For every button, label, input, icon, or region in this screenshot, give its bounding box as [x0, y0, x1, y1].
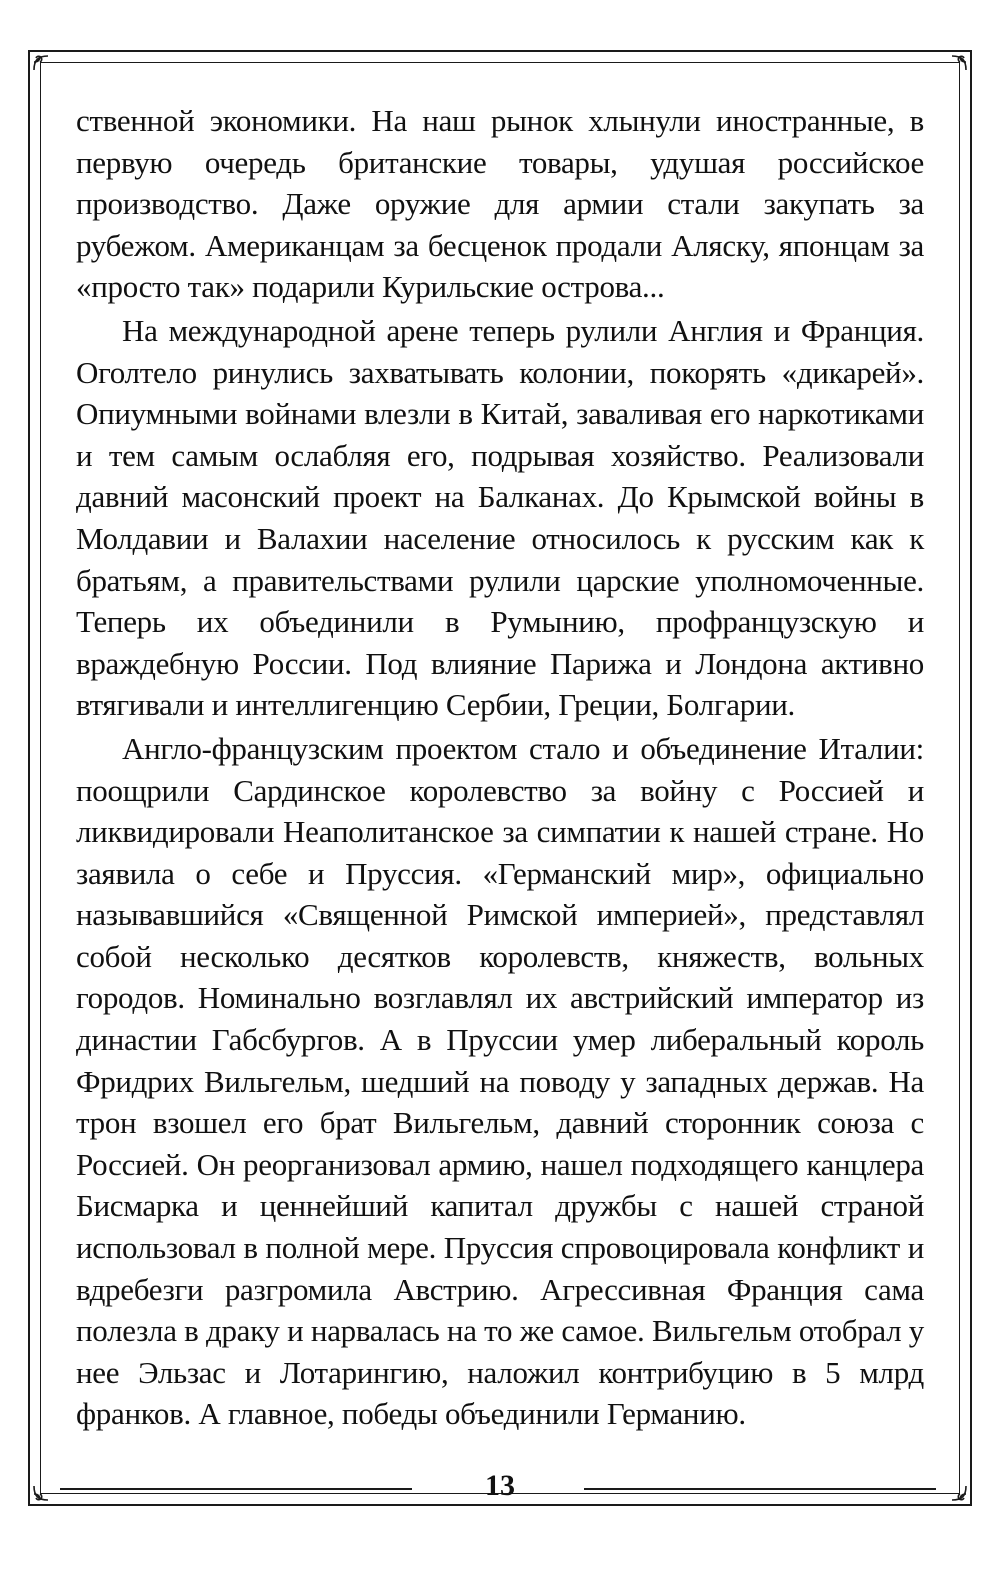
body-text [76, 100, 924, 1435]
paragraph: ственной экономики. На наш рынок хлынули иностранные, в первую очередь британские товары, удушая российское производство. Даже оружие для армии стали закупать за рубежом. Американцам за бесценок продали Аляску, японцам за «просто так» подарили Курильские острова... [76, 103, 924, 305]
page-number: 13 [485, 1469, 515, 1502]
footer-rule-right [584, 1488, 936, 1494]
corner-flourish-icon [948, 1482, 970, 1504]
corner-flourish-icon [30, 1482, 52, 1504]
paragraph: На международной арене теперь рулили Англия и Франция. Оголтело ринулись захватывать колонии, покорять «дикарей». Опиумными войнами влезли в Китай, заваливая его наркотиками и тем самым ослабляя его, подрывая хозяйство. Реализовали давний масонский проект на Балканах. До Крымской войны в Молдавии и Валахии население относилось к русским как к братьям, а правительствами рулили царские уполномоченные. Теперь их объединили в Румынию, профранцузскую и враждебную России. Под влияние Парижа и Лондона активно втягивали и интеллигенцию Сербии, Греции, Болгарии. [76, 312, 924, 723]
corner-flourish-icon [30, 52, 52, 74]
footer-rule-left [60, 1488, 412, 1494]
paragraph: Англо-французским проектом стало и объединение Италии: поощрили Сардинское королевство за войну с Россией и ликвидировали Неаполитанское за симпатии к нашей стране. Но заявила о себе и Пруссия. «Германский мир», официально называвшийся «Священной Римской империей», представлял собой несколько десятков королевств, княжеств, вольных городов. Номинально возглавлял их австрийский император из династии Габсбургов. А в Пруссии умер либеральный король Фридрих Вильгельм, шедший на поводу у западных держав. На трон взошел его брат Вильгельм, давний сторонник союза с Россией. Он реорганизовал армию, нашел подходящего канцлера Бисмарка и ценнейший капитал дружбы с нашей страной использовал в полной мере. Пруссия спровоцировала конфликт и вдребезги разгромила Австрию. Агрессивная Франция сама полезла в драку и нарвалась на то же самое. Вильгельм отобрал у нее Эльзас и Лотарингию, наложил контрибуцию в 5 млрд франков. А главное, победы объединили Германию. [76, 730, 924, 1432]
corner-flourish-icon [948, 52, 970, 74]
